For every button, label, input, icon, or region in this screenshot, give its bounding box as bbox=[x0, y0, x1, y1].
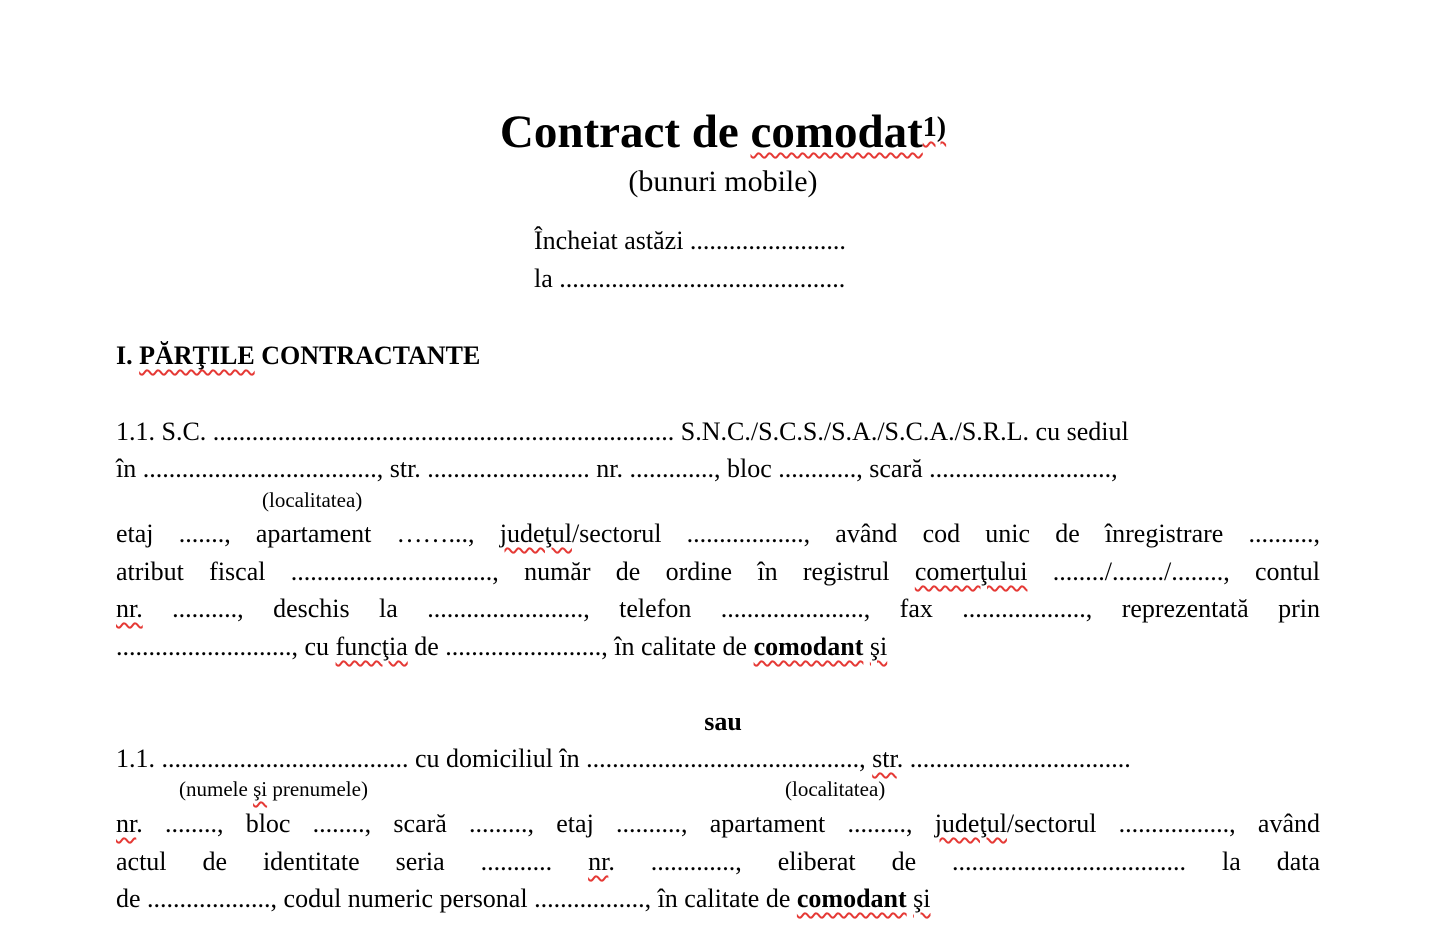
word-judetul: judeţul bbox=[934, 809, 1007, 838]
title-text: Contract de bbox=[499, 106, 751, 158]
title-word-comodat: comodat bbox=[750, 106, 923, 158]
section-rest: CONTRACTANTE bbox=[254, 341, 481, 370]
word-si: şi bbox=[913, 884, 931, 913]
text-fragment: .........., deschis la ........................, telefon ......................, fax ..................., reprezentată prin bbox=[142, 594, 1320, 623]
text-fragment: . ........, bloc ........, scară ........., etaj .........., apartament ........., bbox=[136, 809, 935, 838]
word-str: str bbox=[872, 744, 897, 773]
section-heading bbox=[116, 340, 480, 372]
word-comertului: comerţului bbox=[914, 557, 1028, 586]
text-fragment: ..........................., cu bbox=[116, 632, 336, 661]
word-judetul: judeţul bbox=[499, 519, 572, 548]
text-fragment: /sectorul .................., având cod unic de înregistrare .........., bbox=[571, 519, 1320, 548]
text-fragment: (numele bbox=[179, 777, 254, 801]
person-line-4 bbox=[116, 883, 1320, 915]
word-si: şi bbox=[869, 632, 888, 661]
word-si: şi bbox=[253, 777, 268, 801]
company-note-localitate: (localitatea) bbox=[262, 488, 363, 512]
word-nr: nr. bbox=[116, 594, 143, 623]
word-comodant: comodant bbox=[753, 632, 864, 661]
document-subtitle: (bunuri mobile) bbox=[628, 165, 818, 198]
word-nr: nr bbox=[588, 847, 609, 876]
section-number: I. bbox=[116, 341, 140, 370]
text-fragment: . .................................. bbox=[896, 744, 1131, 773]
word-comodant: comodant bbox=[796, 884, 907, 913]
person-note-localitate: (localitatea) bbox=[785, 777, 886, 801]
company-line-2: în ...................................., str. ......................... nr. ............., bloc ............, scară ............................, bbox=[116, 454, 1118, 483]
company-line-1: 1.1. S.C. ....................................................................... S.N.C./S.C.S./S.A./S.C.A./S.R.L. cu sediul bbox=[116, 417, 1129, 446]
text-fragment: actul de identitate seria ........... bbox=[116, 847, 589, 876]
text-fragment: 1.1. ...................................... cu domiciliul în .........................................., bbox=[116, 744, 873, 773]
text-fragment: . ............., eliberat de .................................... la data bbox=[608, 847, 1320, 876]
text-fragment: prenumele) bbox=[267, 777, 368, 801]
document-title bbox=[0, 104, 1446, 160]
place-line: la ............................................ bbox=[534, 264, 846, 293]
date-line: Încheiat astăzi ........................ bbox=[534, 226, 846, 255]
title-footnote-mark: 1) bbox=[922, 112, 947, 143]
word-functia: funcţia bbox=[335, 632, 408, 661]
word-nr: nr bbox=[116, 809, 137, 838]
company-line-4 bbox=[116, 556, 1320, 588]
section-word-partile: PĂRŢILE bbox=[139, 341, 255, 370]
or-label: sau bbox=[704, 707, 742, 736]
text-fragment: atribut fiscal ..............................., număr de ordine în registrul bbox=[116, 557, 915, 586]
company-line-3 bbox=[116, 518, 1320, 550]
person-note-name bbox=[179, 777, 368, 801]
company-line-5 bbox=[116, 593, 1320, 625]
text-fragment: /sectorul ................., având bbox=[1006, 809, 1320, 838]
text-fragment: de ..................., codul numeric personal ................., în calitate de bbox=[116, 884, 797, 913]
person-line-1 bbox=[116, 743, 1320, 775]
person-line-3 bbox=[116, 846, 1320, 878]
text-fragment: de ........................, în calitate de bbox=[407, 632, 754, 661]
company-line-6 bbox=[116, 631, 1320, 663]
text-fragment: etaj ......., apartament ……..., bbox=[116, 519, 500, 548]
text-fragment: ......../......../........, contul bbox=[1027, 557, 1321, 586]
person-line-2 bbox=[116, 808, 1320, 840]
